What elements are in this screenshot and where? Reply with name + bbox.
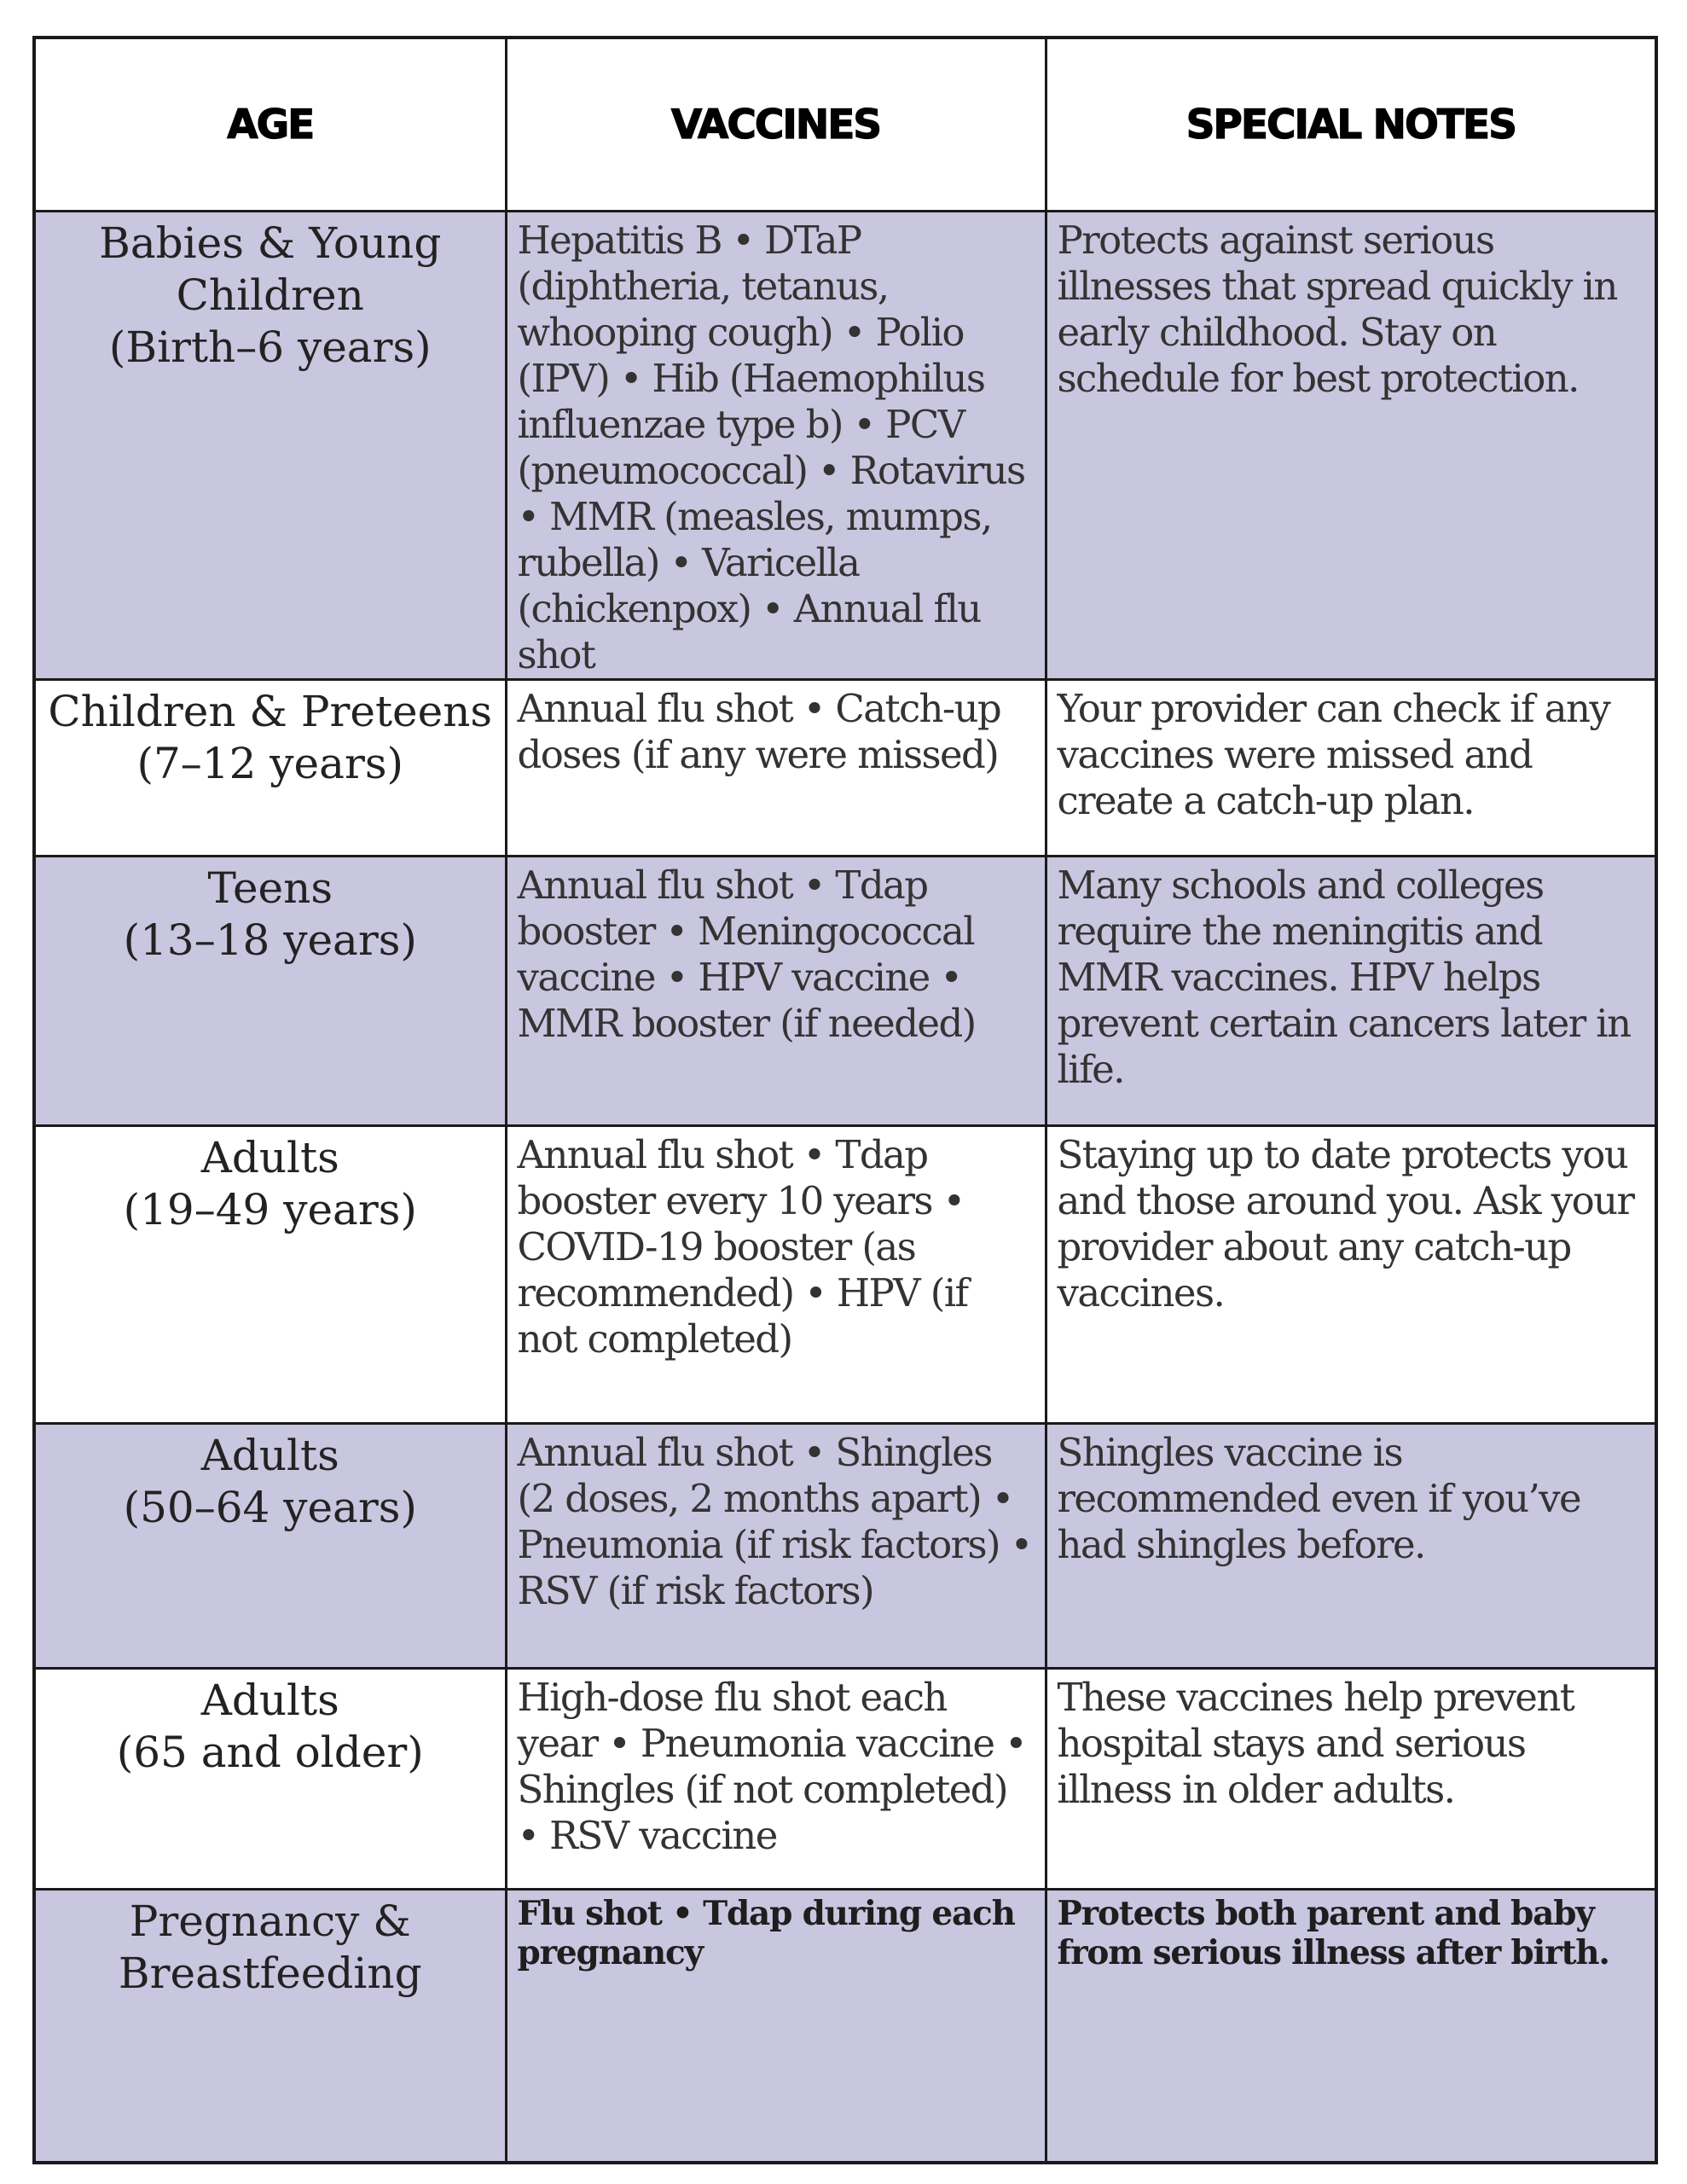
age-cell: [34, 857, 506, 1126]
vaccines-cell: Hepatitis B • DTaP (diphtheria, tetanus, whooping cough) • Polio (IPV) • Hib (Haemophilus influenzae type b) • PCV (pneumococcal) • Rotavirus • MMR (measles, mumps, rubella) • Varicella (chickenpox) • Annual flu shot: [506, 212, 1046, 680]
age-label: Adults: [200, 1133, 339, 1182]
table-row: [34, 1669, 1656, 1890]
age-cell: [34, 1890, 506, 2163]
notes-cell: Many schools and colleges require the meningitis and MMR vaccines. HPV helps prevent certain cancers later in life.: [1046, 857, 1656, 1126]
age-range: (65 and older): [116, 1728, 424, 1777]
age-cell: [34, 1126, 506, 1424]
age-label: Children & Preteens: [48, 687, 493, 736]
vaccines-cell: Annual flu shot • Tdap booster • Meningococcal vaccine • HPV vaccine • MMR booster (if needed): [506, 857, 1046, 1126]
notes-cell: Your provider can check if any vaccines were missed and create a catch-up plan.: [1046, 680, 1656, 857]
age-cell: [34, 212, 506, 680]
age-cell: [34, 680, 506, 857]
header-vaccines: VACCINES: [506, 38, 1046, 212]
notes-cell: Protects against serious illnesses that spread quickly in early childhood. Stay on schedule for best protection.: [1046, 212, 1656, 680]
age-cell: [34, 1424, 506, 1669]
age-range: (13–18 years): [123, 915, 417, 965]
notes-cell: Staying up to date protects you and those around you. Ask your provider about any catch-up vaccines.: [1046, 1126, 1656, 1424]
age-range: (7–12 years): [136, 739, 404, 788]
vaccine-schedule-table: [32, 36, 1658, 2164]
vaccines-cell: High-dose flu shot each year • Pneumonia vaccine • Shingles (if not completed) • RSV vaccine: [506, 1669, 1046, 1890]
notes-cell: Protects both parent and baby from serious illness after birth.: [1046, 1890, 1656, 2163]
age-label: Adults: [200, 1431, 339, 1480]
age-label: Breastfeeding: [118, 1949, 422, 1998]
header-row: [34, 38, 1656, 212]
age-cell: [34, 1669, 506, 1890]
age-label: Babies & Young: [99, 218, 442, 268]
header-age: AGE: [34, 38, 506, 212]
table-body: [34, 212, 1656, 2163]
notes-cell: These vaccines help prevent hospital stays and serious illness in older adults.: [1046, 1669, 1656, 1890]
notes-cell: Shingles vaccine is recommended even if you’ve had shingles before.: [1046, 1424, 1656, 1669]
table-header: [34, 38, 1656, 212]
age-label: Children: [176, 270, 364, 320]
vaccines-cell: Annual flu shot • Catch-up doses (if any were missed): [506, 680, 1046, 857]
age-label: Pregnancy &: [129, 1896, 411, 1946]
vaccines-cell: Annual flu shot • Shingles (2 doses, 2 months apart) • Pneumonia (if risk factors) • RSV (if risk factors): [506, 1424, 1046, 1669]
age-range: (Birth–6 years): [108, 322, 432, 372]
age-label: Teens: [207, 863, 333, 913]
table-row: [34, 857, 1656, 1126]
vaccines-cell: Annual flu shot • Tdap booster every 10 years • COVID-19 booster (as recommended) • HPV (if not completed): [506, 1126, 1046, 1424]
table-row: [34, 1126, 1656, 1424]
age-range: (50–64 years): [123, 1483, 417, 1532]
table-row: [34, 1890, 1656, 2163]
vaccines-cell: Flu shot • Tdap during each pregnancy: [506, 1890, 1046, 2163]
table-row: [34, 212, 1656, 680]
age-range: (19–49 years): [123, 1185, 417, 1234]
table-row: [34, 1424, 1656, 1669]
header-special-notes: SPECIAL NOTES: [1046, 38, 1656, 212]
table-row: [34, 680, 1656, 857]
age-label: Adults: [200, 1676, 339, 1725]
